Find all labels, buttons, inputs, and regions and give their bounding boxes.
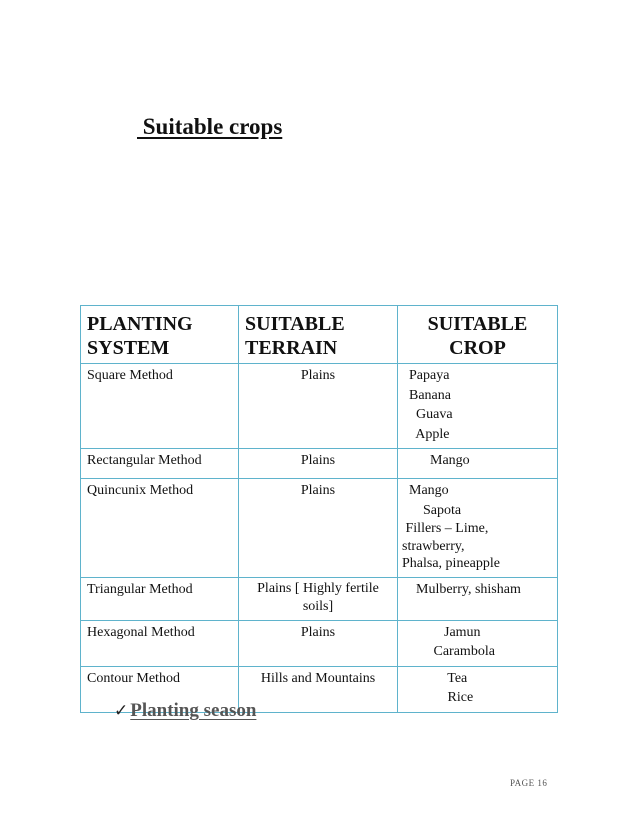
checkmark-icon: ✓ xyxy=(114,701,129,721)
cell-crop xyxy=(398,364,558,449)
section-heading: Planting season xyxy=(130,700,257,721)
cell-line: Hills and Mountains xyxy=(260,670,376,686)
table-row xyxy=(81,449,558,479)
cell-crop xyxy=(398,449,558,479)
table-row xyxy=(81,620,558,666)
cell-line: Plains xyxy=(300,368,336,383)
cell-line: soils] xyxy=(302,598,334,614)
header-line: PLANTING xyxy=(87,313,193,335)
cell-crop xyxy=(398,620,558,666)
cell-line: Mulberry, shisham xyxy=(402,581,521,597)
cell-line: Phalsa, pineapple xyxy=(402,556,500,571)
cell-crop xyxy=(398,479,558,578)
cell-system: Quincunix Method xyxy=(81,479,239,578)
header-line: CROP xyxy=(449,337,506,359)
cell-line: Papaya xyxy=(402,368,450,383)
cell-terrain xyxy=(239,666,398,712)
header-planting-system xyxy=(81,306,239,364)
table-row xyxy=(81,577,558,620)
header-suitable-crop xyxy=(398,306,558,364)
page-title: Suitable crops xyxy=(137,114,283,139)
cell-system: Square Method xyxy=(81,364,239,449)
cell-line: Banana xyxy=(402,387,451,403)
cell-line: Tea xyxy=(402,670,468,686)
table-row xyxy=(81,479,558,578)
cell-system: Hexagonal Method xyxy=(81,620,239,666)
header-line: SYSTEM xyxy=(87,337,170,359)
cell-line: Jamun xyxy=(402,624,481,640)
header-suitable-terrain xyxy=(239,306,398,364)
cell-line: Fillers – Lime, xyxy=(402,521,489,536)
planting-table xyxy=(80,305,558,713)
cell-system: Triangular Method xyxy=(81,577,239,620)
header-line: TERRAIN xyxy=(245,337,338,359)
cell-line: Guava xyxy=(402,407,453,422)
cell-line: strawberry, xyxy=(402,538,465,554)
cell-line: Plains xyxy=(300,624,336,640)
cell-line: Plains [ Highly fertile xyxy=(257,580,379,596)
cell-line: Rice xyxy=(402,690,474,705)
cell-line: Mango xyxy=(402,483,449,498)
cell-line: Carambola xyxy=(402,644,495,659)
cell-terrain xyxy=(239,449,398,479)
cell-crop xyxy=(398,666,558,712)
cell-line: Plains xyxy=(300,483,336,498)
header-line: SUITABLE xyxy=(245,313,345,335)
cell-system: Rectangular Method xyxy=(81,449,239,479)
table-header-row xyxy=(81,306,558,364)
cell-line: Apple xyxy=(402,426,450,442)
cell-terrain xyxy=(239,577,398,620)
header-line: SUITABLE xyxy=(427,313,528,335)
cell-crop xyxy=(398,577,558,620)
cell-system: Contour Method xyxy=(81,666,239,712)
cell-line: Mango xyxy=(402,453,470,468)
cell-line: Plains xyxy=(300,453,336,468)
cell-terrain xyxy=(239,364,398,449)
cell-terrain xyxy=(239,620,398,666)
section-planting-season xyxy=(114,700,256,722)
cell-line: Sapota xyxy=(402,502,462,518)
cell-terrain xyxy=(239,479,398,578)
table-row xyxy=(81,364,558,449)
page-number: PAGE 16 xyxy=(510,778,548,788)
